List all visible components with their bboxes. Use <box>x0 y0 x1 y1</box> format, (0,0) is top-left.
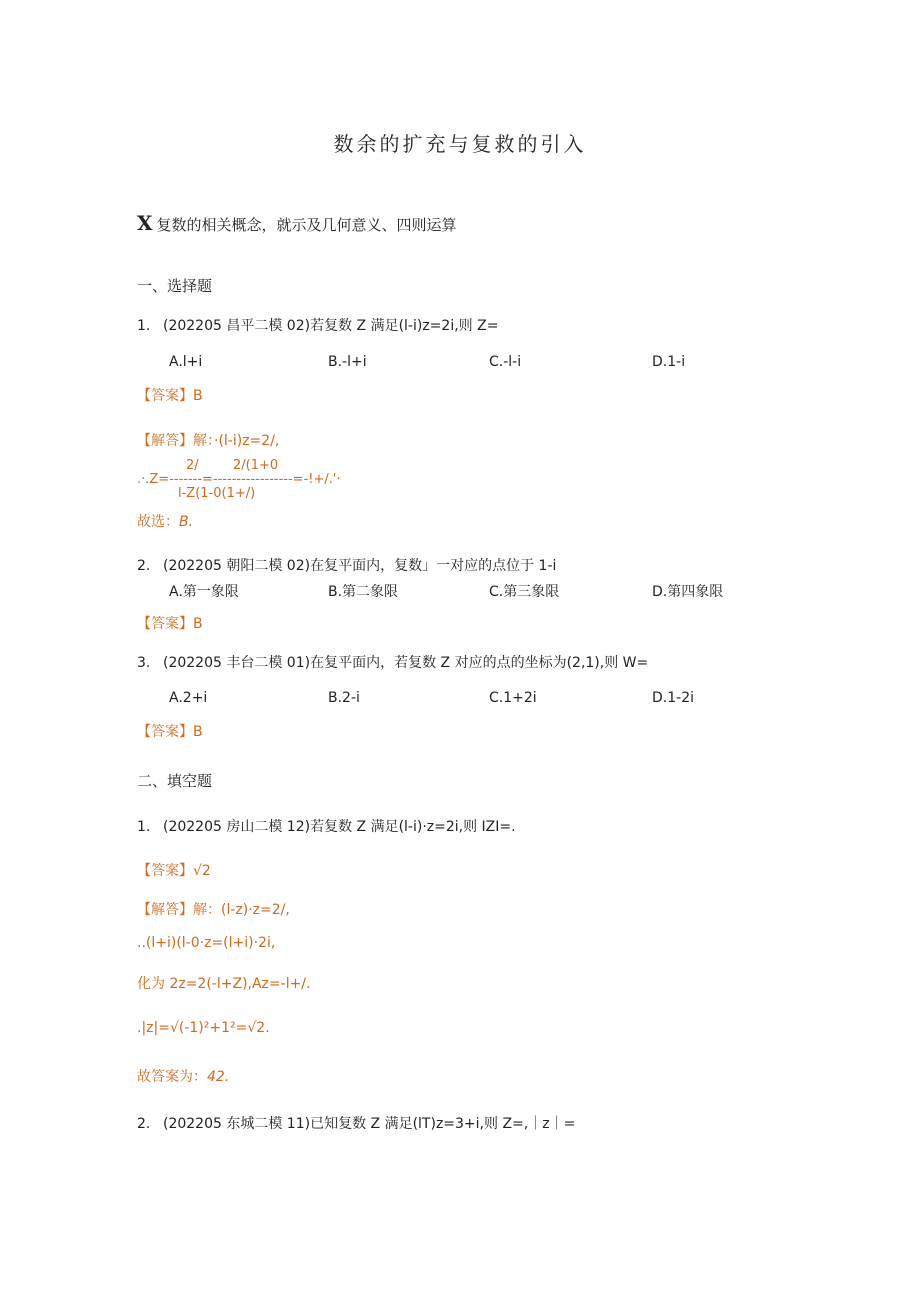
answer-label: 【答案】√2 <box>137 863 211 879</box>
option-b: B.第二象限 <box>328 584 399 600</box>
page-title: 数余的扩充与复救的引入 <box>333 132 587 156</box>
fraction-line: .·.Z=-------=-----------------=-!+/.'· <box>137 472 341 487</box>
fraction-denominator: l-Z(1-0(1+/) <box>178 486 256 501</box>
section-text: 复数的相关概念，就示及几何意义、四则运算 <box>156 216 457 234</box>
option-c: C.第三象限 <box>489 584 560 600</box>
question-number: 1. <box>137 318 151 334</box>
answer-label: 【答案】B <box>137 616 203 632</box>
part-heading-fill: 二、填空题 <box>137 772 213 790</box>
section-marker: X <box>137 211 153 235</box>
solution-text: 解：·(l-i)z=2/, <box>193 433 280 449</box>
question-3 <box>137 652 648 672</box>
option-a: A.l+i <box>169 354 203 370</box>
question-number: 2. <box>137 558 151 574</box>
option-c: C.1+2i <box>489 690 537 706</box>
option-d: D.1-i <box>652 354 686 370</box>
question-fill-2 <box>137 1113 575 1133</box>
section-heading <box>137 211 457 235</box>
solution-label: 【解答】 <box>137 433 193 449</box>
option-b: B.2-i <box>328 690 360 706</box>
question-text: (202205 东城二模 11)已知复数 Z 满足(lT)z=3+i,则 Z=,｜z｜= <box>163 1116 576 1132</box>
conclusion-label: 故答案为： <box>137 1069 207 1085</box>
answer-label: 【答案】B <box>137 388 203 404</box>
option-a: A.2+i <box>169 690 208 706</box>
conclusion-value: B. <box>179 514 194 530</box>
option-d: D.1-2i <box>652 690 694 706</box>
question-text: (202205 昌平二模 02)若复数 Z 满足(l-i)z=2i,则 Z= <box>163 318 499 334</box>
option-a: A.第一象限 <box>169 584 239 600</box>
answer-label: 【答案】B <box>137 724 203 740</box>
option-b: B.-l+i <box>328 354 367 370</box>
question-number: 1. <box>137 819 151 835</box>
option-c: C.-l-i <box>489 354 522 370</box>
fraction-numerator: 2/ <box>186 458 199 473</box>
part-heading-choice: 一、选择题 <box>137 277 213 295</box>
question-2 <box>137 555 556 575</box>
conclusion-line <box>137 511 193 531</box>
fraction-numerator: 2/(1+0 <box>233 458 279 473</box>
solution-line: ..(l+i)(l-0·z=(l+i)·2i, <box>137 935 276 951</box>
question-text: (202205 房山二模 12)若复数 Z 满足(l-i)·z=2i,则 IZI=. <box>163 819 516 835</box>
question-text: (202205 朝阳二模 02)在复平面内，复数」一对应的点位于 1-i <box>163 558 557 574</box>
conclusion-label: 故选： <box>137 514 179 530</box>
solution-line: .|z|=√(-1)²+1²=√2. <box>137 1020 270 1036</box>
solution-line: 【解答】解：(l-z)·z=2/, <box>137 902 290 918</box>
conclusion-value: 42. <box>207 1069 230 1085</box>
question-number: 2. <box>137 1116 151 1132</box>
option-d: D.第四象限 <box>652 584 724 600</box>
solution-line: 化为 2z=2(-l+Z),Az=-l+/. <box>137 976 311 992</box>
solution-line <box>137 430 279 450</box>
conclusion-line <box>137 1066 229 1086</box>
question-1 <box>137 315 498 335</box>
question-fill-1 <box>137 816 516 836</box>
question-text: (202205 丰台二模 01)在复平面内，若复数 Z 对应的点的坐标为(2,1),则 W= <box>163 655 649 671</box>
question-number: 3. <box>137 655 151 671</box>
